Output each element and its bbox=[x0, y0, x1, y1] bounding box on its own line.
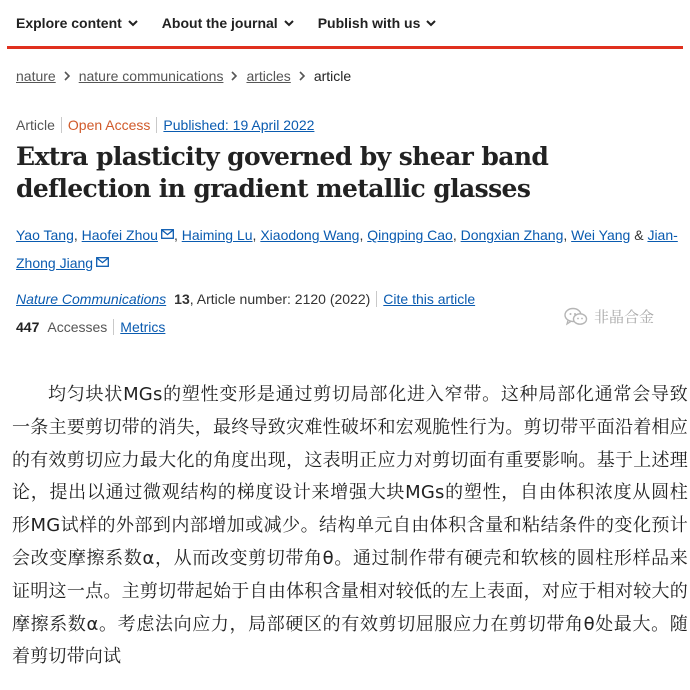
email-icon[interactable] bbox=[161, 221, 174, 248]
author-link[interactable]: Xiaodong Wang bbox=[260, 227, 360, 243]
watermark-text: 非晶合金 bbox=[594, 309, 655, 326]
chevron-down-icon bbox=[128, 20, 138, 27]
volume-number: 13 bbox=[174, 291, 190, 307]
author-link[interactable]: Wei Yang bbox=[571, 227, 631, 243]
cite-this-article-link[interactable]: Cite this article bbox=[383, 291, 476, 307]
author-link[interactable]: Jian-Zhong Jiang bbox=[16, 227, 678, 271]
journal-link[interactable]: Nature Communications bbox=[16, 291, 167, 307]
article-meta bbox=[16, 117, 314, 133]
nav-publish-with-us-label: Publish with us bbox=[317, 15, 421, 31]
divider bbox=[61, 117, 62, 133]
top-navigation bbox=[0, 0, 690, 46]
divider bbox=[113, 319, 114, 335]
nav-publish-with-us[interactable] bbox=[318, 15, 437, 31]
author-link[interactable]: Yao Tang bbox=[16, 227, 74, 243]
nav-about-journal-label: About the journal bbox=[161, 15, 278, 31]
article-title: Extra plasticity governed by shear band deflection in gradient metallic glasses bbox=[16, 142, 549, 203]
breadcrumb-nature[interactable]: nature bbox=[16, 68, 56, 84]
divider bbox=[156, 117, 157, 133]
author-link[interactable]: Haiming Lu bbox=[181, 227, 253, 243]
breadcrumb-current: article bbox=[313, 68, 352, 84]
watermark bbox=[564, 306, 654, 327]
breadcrumb bbox=[16, 68, 351, 84]
breadcrumb-articles[interactable]: articles bbox=[246, 68, 291, 84]
email-icon[interactable] bbox=[96, 249, 109, 276]
chevron-down-icon bbox=[284, 20, 294, 27]
article-type: Article bbox=[16, 117, 55, 133]
article-number: , Article number: 2120 (2022) bbox=[189, 291, 371, 307]
header-accent-bar bbox=[7, 46, 683, 49]
author-link[interactable]: Haofei Zhou bbox=[81, 227, 158, 243]
wechat-icon bbox=[564, 307, 588, 327]
chevron-right-icon bbox=[64, 71, 71, 81]
divider bbox=[376, 291, 377, 307]
author-link[interactable]: Dongxian Zhang bbox=[460, 227, 564, 243]
published-date-link[interactable]: Published: 19 April 2022 bbox=[163, 117, 315, 133]
author-list: Yao Tang, Haofei Zhou , Haiming Lu, Xiaodong Wang, Qingping Cao, Dongxian Zhang, Wei Yang & Jian-Zhong Jiang bbox=[16, 222, 678, 278]
author-link[interactable]: Qingping Cao bbox=[367, 227, 453, 243]
nav-explore-content-label: Explore content bbox=[16, 15, 122, 31]
body-paragraph: 均匀块状MGs的塑性变形是通过剪切局部化进入窄带。这种局部化通常会导致一条主要剪切带的消失，最终导致灾难性破坏和宏观脆性行为。剪切带平面沿着相应的有效剪切应力最大化的角度出现，这表明正应力对剪切面有重要影响。基于上述理论，提出以通过微观结构的梯度设计来增强大块MGs的塑性，自由体积浓度从圆柱形MG试样的外部到内部增加或减少。结构单元自由体积含量和粘结条件的变化预计会改变摩擦系数α，从而改变剪切带角θ。通过制作带有硬壳和软核的圆柱形样品来证明这一点。主剪切带起始于自由体积含量相对较低的左上表面，对应于相对较大的摩擦系数α。考虑法向应力，局部硬区的有效剪切屈服应力在剪切带角θ处最大。随着剪切带向试 bbox=[12, 384, 688, 668]
chevron-right-icon bbox=[231, 71, 238, 81]
chevron-down-icon bbox=[426, 20, 436, 27]
access-metrics bbox=[16, 319, 165, 335]
metrics-link[interactable]: Metrics bbox=[120, 319, 166, 335]
accesses-label: Accesses bbox=[47, 319, 108, 335]
chevron-right-icon bbox=[299, 71, 306, 81]
accesses-count: 447 bbox=[16, 319, 40, 335]
nav-explore-content[interactable] bbox=[16, 15, 138, 31]
nav-about-journal[interactable] bbox=[162, 15, 294, 31]
citation-line bbox=[16, 291, 475, 307]
breadcrumb-nature-communications[interactable]: nature communications bbox=[78, 68, 224, 84]
open-access-badge: Open Access bbox=[67, 117, 151, 133]
